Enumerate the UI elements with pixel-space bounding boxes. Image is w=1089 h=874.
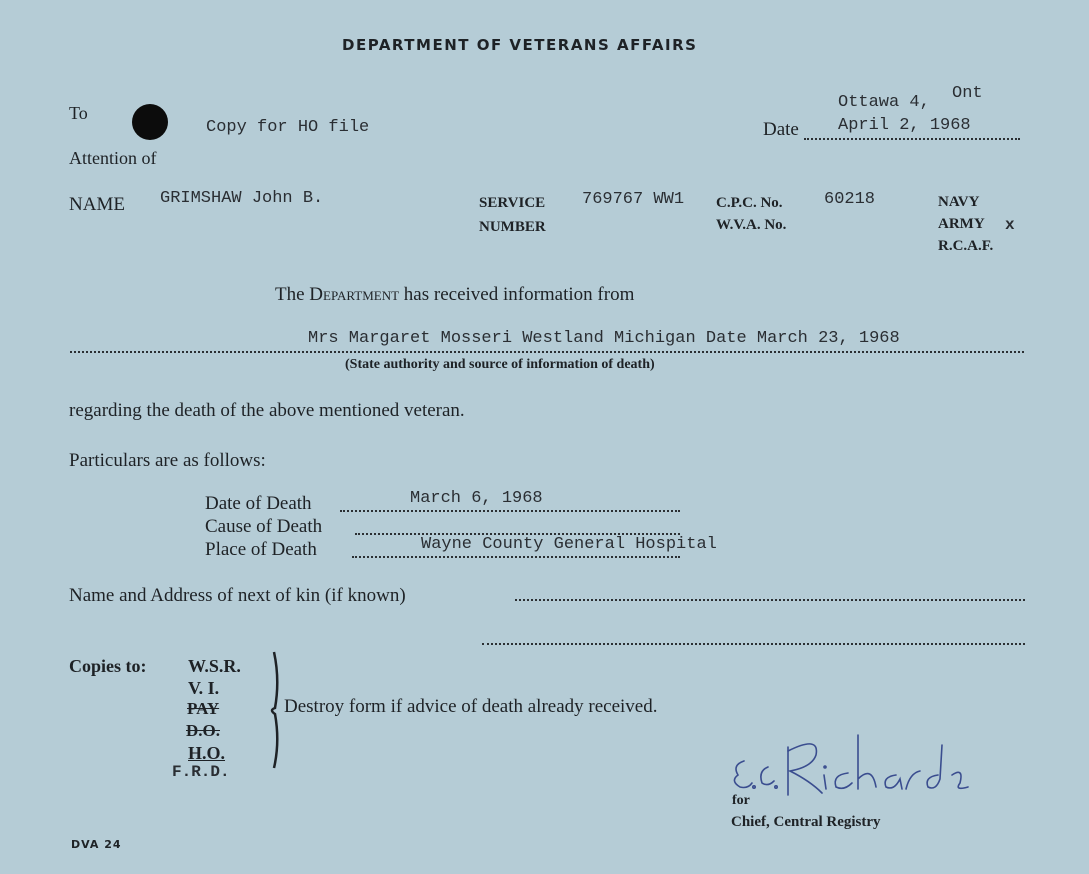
copy-do: D.O.	[186, 721, 220, 740]
particulars-heading: Particulars are as follows:	[69, 450, 266, 471]
service-number-value: 769767 WW1	[582, 190, 685, 209]
name-label: NAME	[69, 194, 125, 215]
copies-label: Copies to:	[69, 656, 147, 676]
location-city: Ottawa 4,	[838, 93, 930, 112]
death-date-label: Date of Death	[205, 493, 312, 514]
service-label-line2: NUMBER	[479, 219, 546, 235]
punch-hole	[132, 104, 168, 140]
received-suffix: has received information from	[399, 284, 635, 305]
copy-wsr: W.S.R.	[188, 656, 241, 676]
source-caption: (State authority and source of information of death)	[345, 357, 655, 372]
branch-army: ARMY	[938, 216, 985, 232]
copies-bracket	[266, 650, 286, 770]
attention-label: Attention of	[69, 148, 157, 168]
signature-for: for	[732, 793, 750, 808]
source-value: Mrs Margaret Mosseri Westland Michigan Date March 23, 1968	[308, 329, 900, 348]
copy-ho: H.O.	[188, 743, 226, 763]
signature-image	[724, 725, 994, 805]
date-label: Date	[763, 119, 799, 140]
death-date-value: March 6, 1968	[410, 489, 543, 508]
death-place-label: Place of Death	[205, 539, 317, 560]
cpc-label: C.P.C. No.	[716, 195, 783, 211]
department-word: Department	[309, 284, 400, 305]
service-label-line1: SERVICE	[479, 195, 546, 211]
death-place-value: Wayne County General Hospital	[421, 535, 717, 554]
to-label: To	[69, 103, 88, 123]
department-title: DEPARTMENT OF VETERANS AFFAIRS	[342, 36, 698, 54]
branch-rcaf: R.C.A.F.	[938, 238, 994, 254]
to-value: Copy for HO file	[206, 118, 370, 137]
death-cause-label: Cause of Death	[205, 516, 323, 537]
destroy-instruction: Destroy form if advice of death already received.	[284, 696, 658, 717]
date-value: April 2, 1968	[838, 116, 971, 135]
branch-navy: NAVY	[938, 194, 980, 210]
death-cause-line	[355, 514, 680, 535]
signature-title: Chief, Central Registry	[731, 814, 881, 830]
next-of-kin-line-2	[482, 627, 1025, 645]
received-prefix: The	[275, 284, 310, 305]
wva-label: W.V.A. No.	[716, 217, 787, 233]
next-of-kin-label: Name and Address of next of kin (if known)	[69, 585, 406, 606]
copy-pay: PAY	[187, 699, 220, 718]
location-province: Ont	[952, 84, 983, 103]
cpc-value: 60218	[824, 190, 876, 209]
copy-vi: V. I.	[188, 678, 220, 698]
form-number: DVA 24	[71, 838, 122, 851]
name-value: GRIMSHAW John B.	[160, 189, 324, 208]
copy-frd: F.R.D.	[172, 763, 230, 781]
received-statement	[275, 284, 634, 306]
next-of-kin-line-1	[515, 581, 1025, 601]
branch-army-mark: x	[1005, 216, 1015, 234]
regarding-text: regarding the death of the above mentioned veteran.	[69, 400, 465, 421]
